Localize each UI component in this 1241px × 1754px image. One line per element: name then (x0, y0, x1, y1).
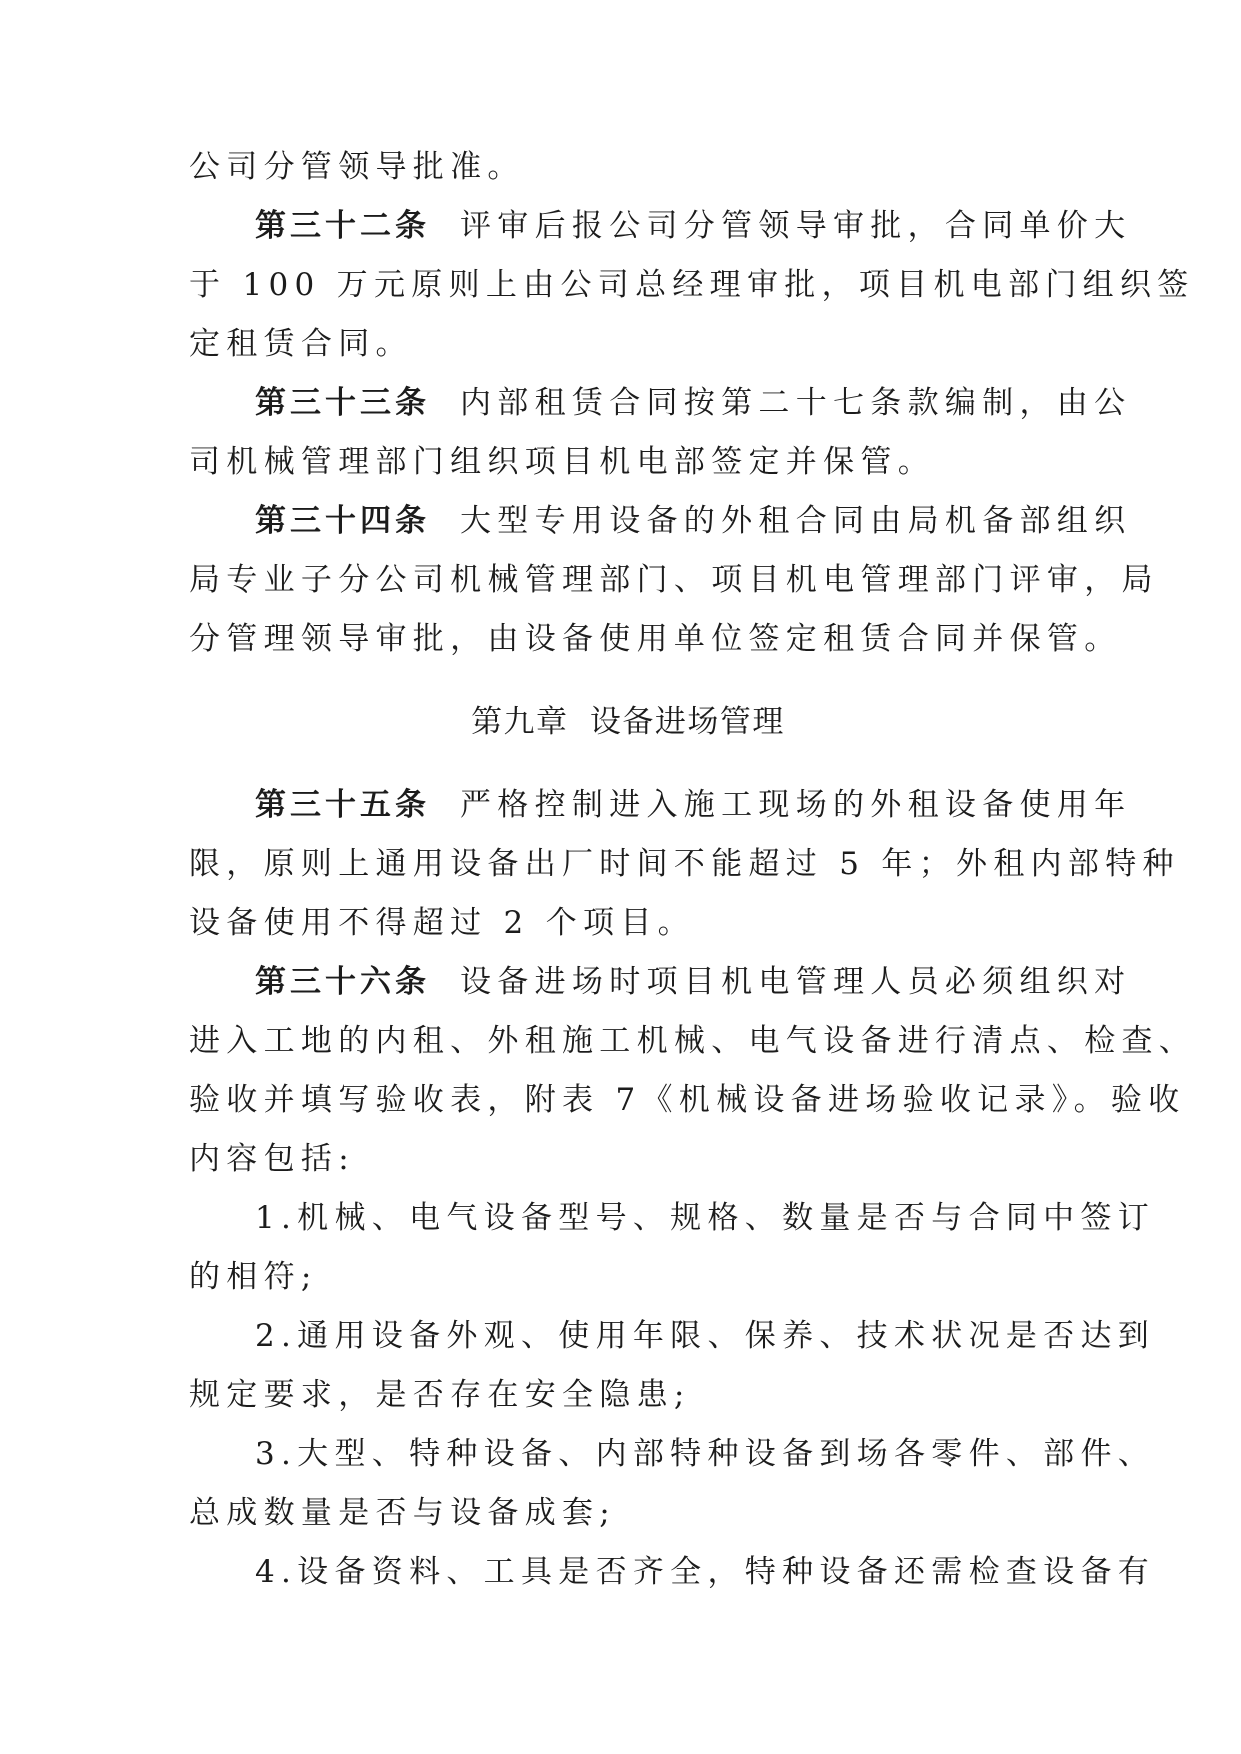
article-32-first-line (189, 197, 1132, 256)
paragraph-line: 设备使用不得超过 2 个项目。 (189, 905, 695, 941)
paragraph-line: 规定要求，是否存在安全隐患; (189, 1377, 691, 1413)
chapter-heading: 第九章 设备进场管理 (471, 704, 785, 740)
article-34-first-line (189, 492, 1132, 551)
paragraph-line: 于 100 万元原则上由公司总经理审批，项目机电部门组织签 (189, 267, 1195, 303)
paragraph-line: 限，原则上通用设备出厂时间不能超过 5 年；外租内部特种 (189, 846, 1180, 882)
paragraph-line: 验收并填写验收表，附表 7《机械设备进场验收记录》。验收 (189, 1082, 1186, 1118)
article-text: 内部租赁合同按第二十七条款编制，由公 (460, 385, 1132, 421)
paragraph-line: 公司分管领导批准。 (189, 149, 525, 185)
article-text: 评审后报公司分管领导审批，合同单价大 (460, 208, 1132, 244)
paragraph-line: 内容包括: (189, 1141, 355, 1177)
document-page (189, 138, 1197, 1602)
article-text: 设备进场时项目机电管理人员必须组织对 (460, 964, 1132, 1000)
article-35-first-line (189, 776, 1132, 835)
article-number: 第三十二条 (255, 208, 430, 244)
article-number: 第三十四条 (255, 503, 430, 539)
article-number: 第三十三条 (255, 385, 430, 421)
article-number: 第三十五条 (255, 787, 430, 823)
article-33-first-line (189, 374, 1132, 433)
article-text: 严格控制进入施工现场的外租设备使用年 (460, 787, 1132, 823)
list-item-2: 2.通用设备外观、使用年限、保养、技术状况是否达到 (255, 1318, 1156, 1354)
paragraph-line: 局专业子分公司机械管理部门、项目机电管理部门评审，局 (189, 562, 1159, 598)
paragraph-line: 定租赁合同。 (189, 326, 413, 362)
article-text: 大型专用设备的外租合同由局机备部组织 (460, 503, 1132, 539)
paragraph-line: 进入工地的内租、外租施工机械、电气设备进行清点、检查、 (189, 1023, 1197, 1059)
paragraph-line: 司机械管理部门组织项目机电部签定并保管。 (189, 444, 935, 480)
paragraph-line: 总成数量是否与设备成套; (189, 1495, 617, 1531)
list-item-1: 1.机械、电气设备型号、规格、数量是否与合同中签订 (255, 1200, 1156, 1236)
list-item-4: 4.设备资料、工具是否齐全，特种设备还需检查设备有 (255, 1554, 1156, 1590)
list-item-3: 3.大型、特种设备、内部特种设备到场各零件、部件、 (255, 1436, 1156, 1472)
paragraph-line: 分管理领导审批，由设备使用单位签定租赁合同并保管。 (189, 621, 1122, 657)
paragraph-line: 的相符; (189, 1259, 318, 1295)
article-number: 第三十六条 (255, 964, 430, 1000)
article-36-first-line (189, 953, 1132, 1012)
